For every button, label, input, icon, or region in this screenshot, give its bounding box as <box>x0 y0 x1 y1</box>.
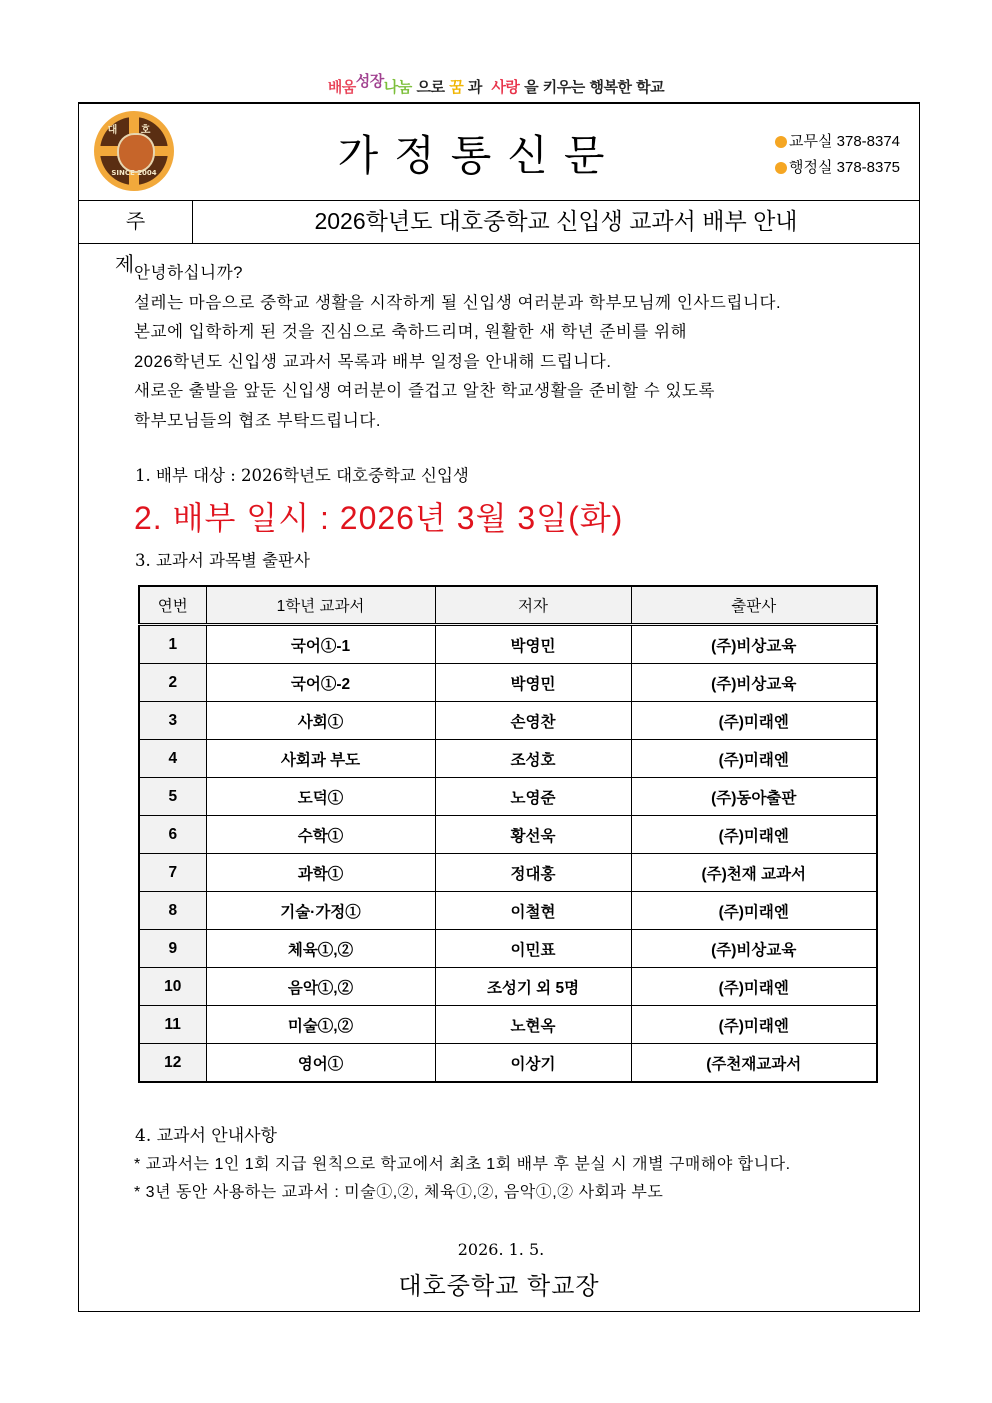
notes-heading: 4. 교과서 안내사항 <box>135 1126 277 1146</box>
column-header-publisher: 출판사 <box>631 586 877 625</box>
page-title: 가정통신문 <box>337 131 621 180</box>
table-row: 11 미술①,② 노현옥 (주)미래엔 <box>139 1006 877 1044</box>
contact-academic-office <box>775 129 900 155</box>
intro-paragraph <box>134 259 781 436</box>
bullet-dot-icon <box>775 136 787 148</box>
textbook-table <box>138 585 878 1083</box>
slogan-part: 성장 <box>355 72 384 90</box>
contact-label: 교무실 378-8374 <box>789 133 901 150</box>
intro-line: 2026학년도 신입생 교과서 목록과 배부 일정을 안내해 드립니다. <box>134 352 612 371</box>
table-row: 2 국어①-2 박영민 (주)비상교육 <box>139 664 877 702</box>
distribution-date: 2. 배부 일시 : 2026년 3월 3일(화) <box>134 500 624 536</box>
contact-list <box>775 129 900 181</box>
notes-list <box>134 1151 791 1207</box>
column-header-textbook: 1학년 교과서 <box>206 586 435 625</box>
intro-line: 새로운 출발을 앞둔 신입생 여러분이 즐겁고 알찬 학교생활을 준비할 수 있도록 <box>134 382 716 400</box>
note-item: * 교과서는 1인 1회 지급 원칙으로 학교에서 최초 1회 배부 후 분실 시 개별 구매해야 합니다. <box>134 1156 791 1173</box>
table-row: 1 국어①-1 박영민 (주)비상교육 <box>139 625 877 664</box>
intro-line: 본교에 입학하게 된 것을 진심으로 축하드리며, 원활한 새 학년 준비를 위해 <box>134 323 688 341</box>
contact-label: 행정실 378-8375 <box>789 159 901 176</box>
school-logo-icon <box>94 111 174 191</box>
intro-line: 학부모님들의 협조 부탁드립니다. <box>134 411 382 430</box>
table-row: 8 기술·가정① 이철현 (주)미래엔 <box>139 892 877 930</box>
logo-emblem <box>100 117 168 185</box>
slogan-part: 과 <box>463 78 492 96</box>
column-header-number: 연번 <box>139 586 206 625</box>
table-row: 9 체육①,② 이민표 (주)비상교육 <box>139 930 877 968</box>
table-row: 10 음악①,② 조성기 외 5명 (주)미래엔 <box>139 968 877 1006</box>
bullet-dot-icon <box>775 162 787 174</box>
column-header-author: 저자 <box>435 586 631 625</box>
table-header-row <box>139 586 877 625</box>
table-row: 6 수학① 황선욱 (주)미래엔 <box>139 816 877 854</box>
slogan-part: 으로 <box>411 78 450 96</box>
note-item: * 3년 동안 사용하는 교과서 : 미술①,②, 체육①,②, 음악①,② 사회과 부도 <box>134 1184 664 1201</box>
table-row: 12 영어① 이상기 (주천재교과서 <box>139 1044 877 1083</box>
publishers-heading: 3. 교과서 과목별 출판사 <box>135 551 310 570</box>
slogan-part: 배움 <box>327 78 356 96</box>
principal-signature: 대호중학교 학교장 <box>398 1273 600 1300</box>
intro-line: 설레는 마음으로 중학교 생활을 시작하게 될 신입생 여러분과 학부모님께 인사드립니다. <box>134 293 782 312</box>
logo-text-top: 대 호 <box>107 125 161 136</box>
contact-admin-office <box>775 155 900 181</box>
logo-text-bottom: SINCE 2004 <box>111 169 157 177</box>
subject-label: 주 제 <box>79 200 193 243</box>
table-row: 7 과학① 정대홍 (주)천재 교과서 <box>139 854 877 892</box>
table-row: 4 사회과 부도 조성호 (주)미래엔 <box>139 740 877 778</box>
school-slogan <box>0 72 992 97</box>
intro-line: 안녕하십니까? <box>134 264 244 282</box>
newsletter-header <box>79 103 919 201</box>
distribution-target: 1. 배부 대상 : 2026학년도 대호중학교 신입생 <box>135 466 469 485</box>
newsletter-frame <box>78 103 920 1312</box>
slogan-part: 나눔 <box>383 78 412 96</box>
tiger-icon <box>117 133 155 173</box>
issue-date: 2026. 1. 5. <box>457 1240 545 1259</box>
slogan-part: 사랑 <box>491 78 520 96</box>
table-row: 3 사회① 손영찬 (주)미래엔 <box>139 702 877 740</box>
table-row: 5 도덕① 노영준 (주)동아출판 <box>139 778 877 816</box>
slogan-part: 을 키우는 행복한 학교 <box>519 78 665 96</box>
slogan-part: 꿈 <box>449 78 464 96</box>
subject-text: 2026학년도 대호중학교 신입생 교과서 배부 안내 <box>314 208 798 234</box>
